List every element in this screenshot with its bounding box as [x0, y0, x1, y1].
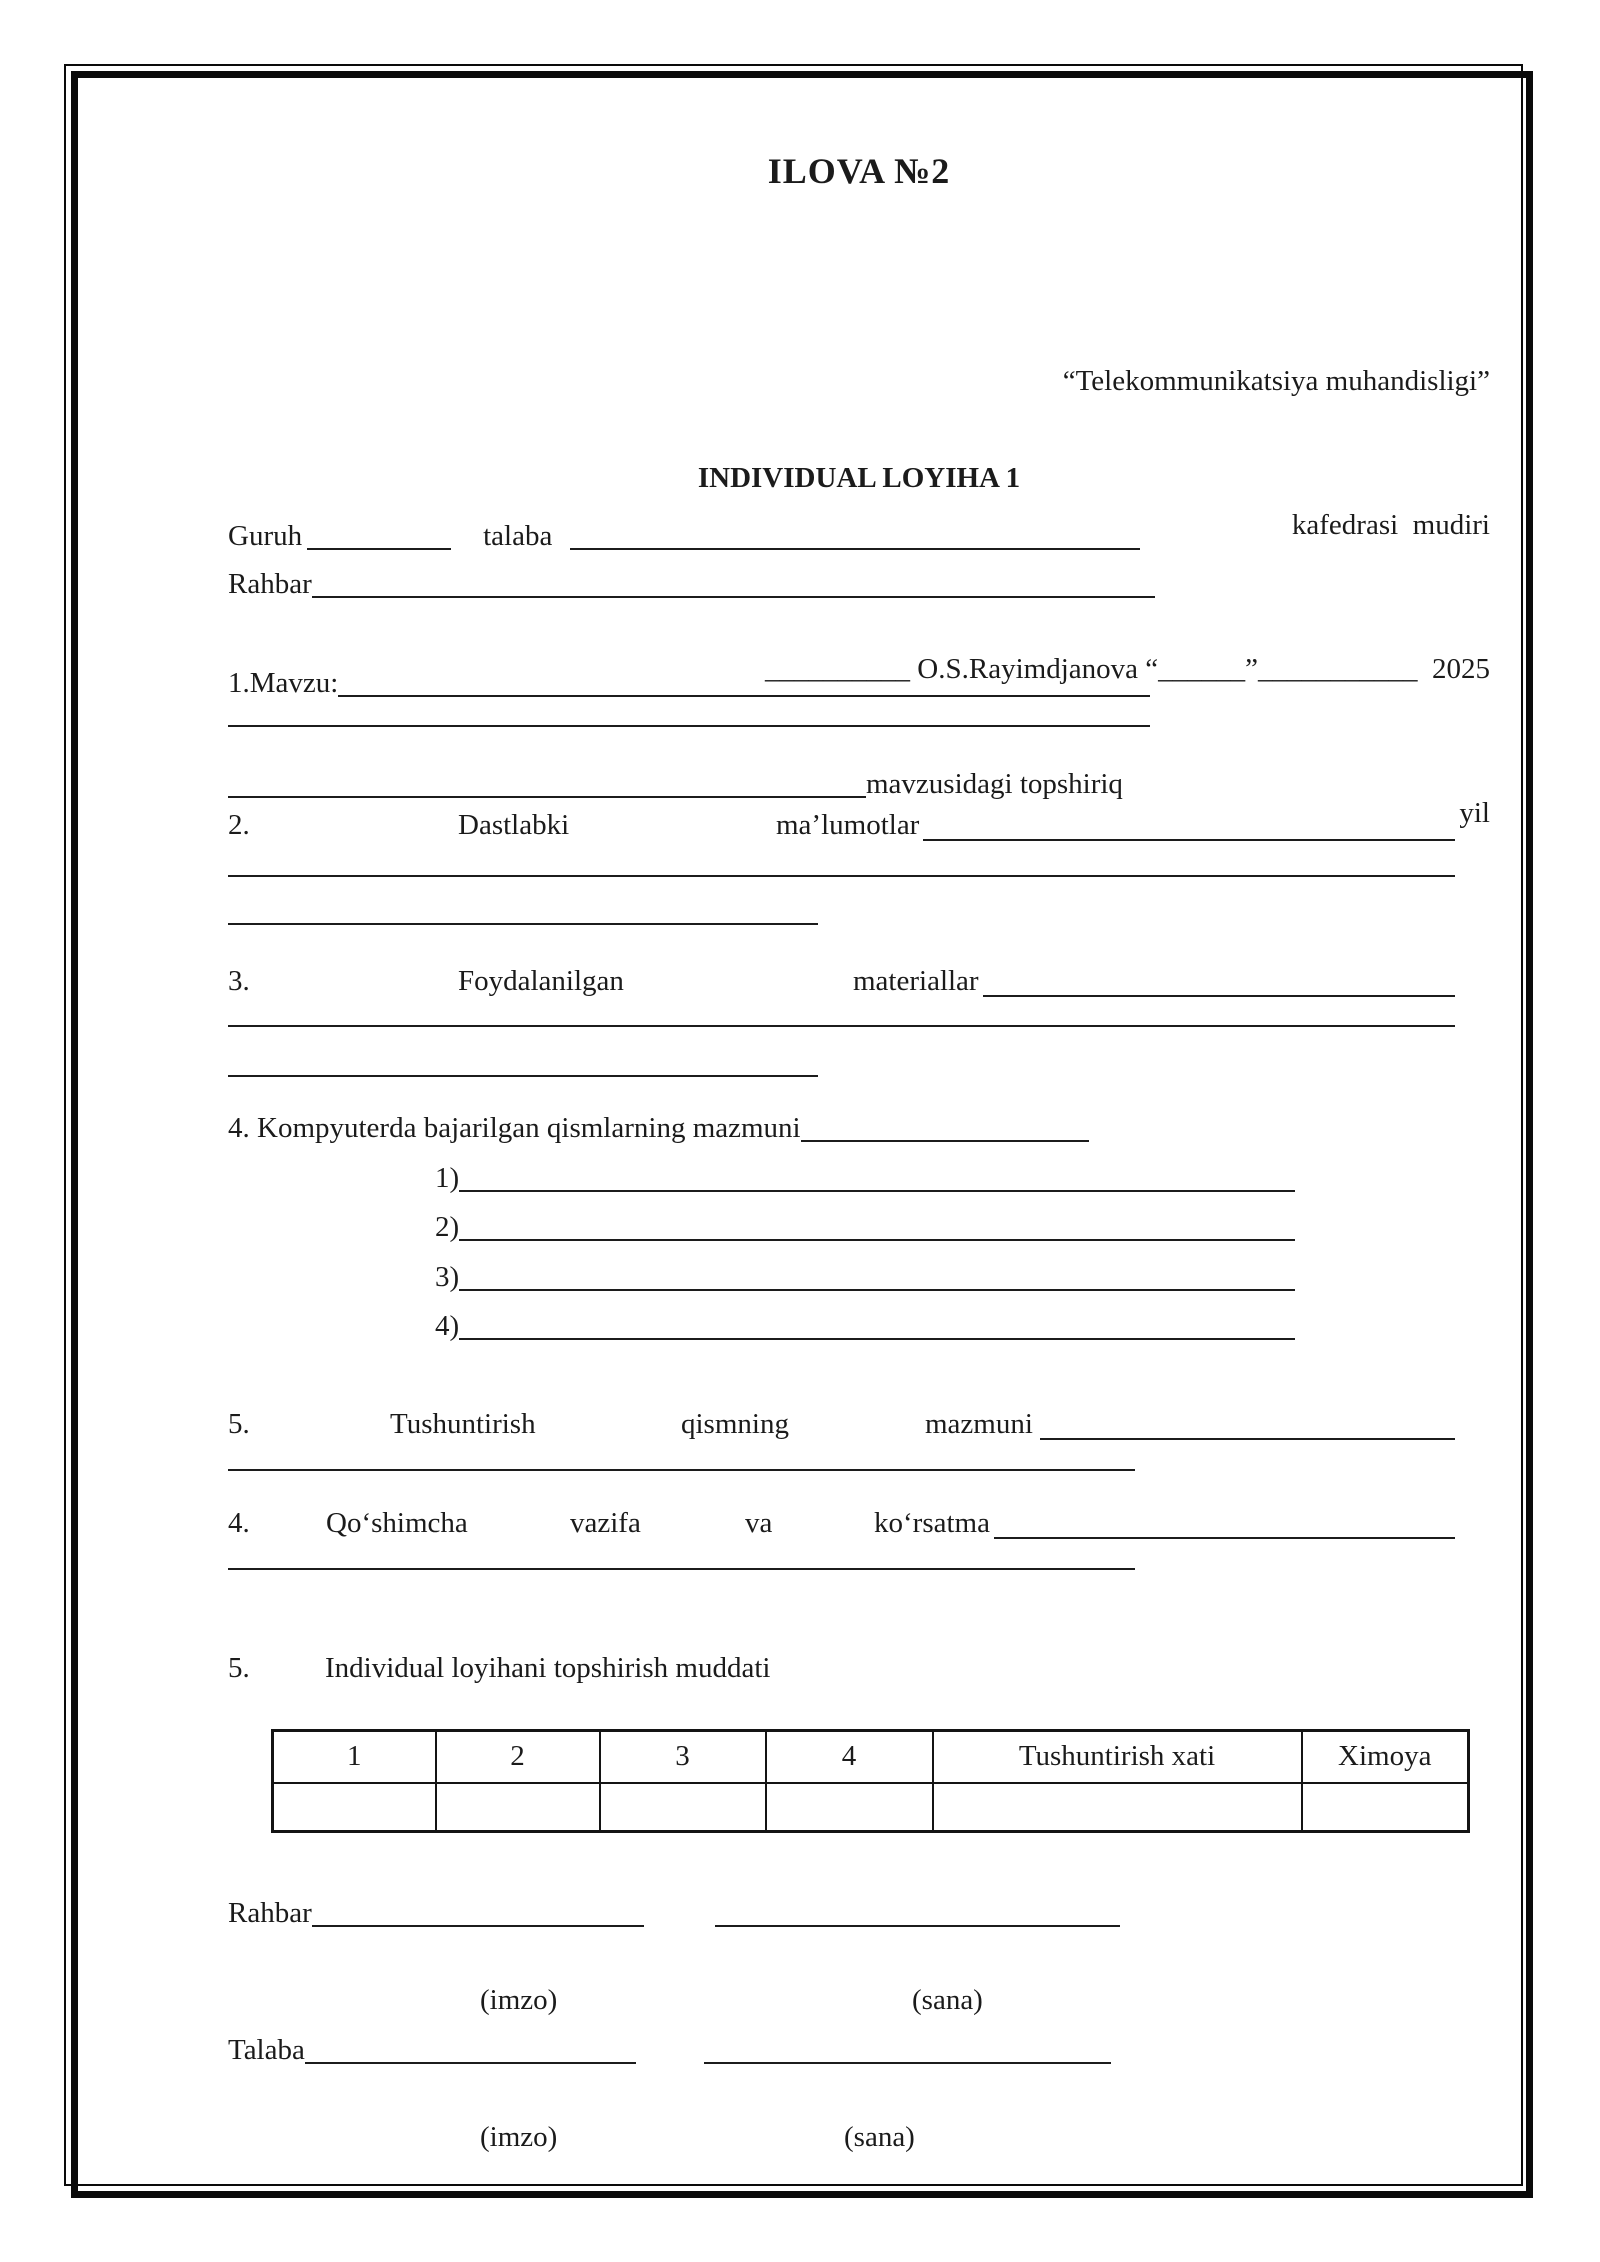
page-title: ILOVA №2	[767, 151, 951, 191]
student-signature-row	[228, 2028, 1455, 2072]
additional-task-row	[228, 1501, 1455, 1545]
student-label: talaba	[483, 520, 553, 552]
blank-line	[228, 875, 1455, 877]
blank-line	[1040, 1438, 1455, 1440]
deadline-table	[271, 1729, 1470, 1833]
blank-line	[228, 1075, 818, 1077]
sana-caption: (sana)	[912, 1984, 983, 2016]
supervisor-label: Rahbar	[228, 568, 312, 600]
table-header-cell: 2	[436, 1731, 600, 1783]
table-header-cell: 1	[273, 1731, 436, 1783]
deadline-row	[228, 1646, 1455, 1690]
section-word: vazifa	[570, 1507, 641, 1539]
computer-parts-row	[228, 1106, 1455, 1150]
blank-line	[228, 725, 1150, 727]
table-cell-empty	[273, 1783, 436, 1832]
supervisor-blank-line	[312, 596, 1155, 598]
topic-tail-row	[228, 762, 1455, 806]
numbered-item-row	[435, 1156, 1295, 1200]
imzo-caption: (imzo)	[480, 1984, 558, 2016]
group-student-row	[228, 514, 1455, 558]
spacer	[636, 2058, 704, 2059]
table-cell-empty	[1302, 1783, 1469, 1832]
section-word: materiallar	[853, 965, 979, 997]
section-word: qismning	[681, 1408, 789, 1440]
blank-line	[228, 1568, 1135, 1570]
section-word: Tushuntirish	[390, 1408, 536, 1440]
section-word: Qo‘shimcha	[326, 1507, 468, 1539]
table-header-cell: Tushuntirish xati	[933, 1731, 1302, 1783]
table-cell-empty	[600, 1783, 766, 1832]
student-signature-captions	[228, 2115, 1455, 2159]
explanatory-row	[228, 1402, 1455, 1446]
blank-line	[801, 1140, 1089, 1142]
date-blank-line	[715, 1925, 1120, 1927]
topic-tail-label: mavzusidagi topshiriq	[866, 768, 1123, 800]
blank-line	[228, 796, 866, 798]
blank-line	[459, 1289, 1295, 1291]
section-word: Foydalanilgan	[458, 965, 624, 997]
signature-blank-line	[305, 2062, 636, 2064]
section-number: 5.	[228, 1652, 250, 1684]
section-word: Dastlabki	[458, 809, 570, 841]
supervisor-row	[228, 562, 1455, 606]
imzo-caption: (imzo)	[480, 2121, 558, 2153]
numbered-item-row	[435, 1304, 1295, 1348]
blank-line	[228, 1025, 1455, 1027]
student-blank-line	[570, 548, 1140, 550]
section-number: 4.	[228, 1507, 250, 1539]
signature-blank-line	[312, 1925, 644, 1927]
item-number: 3)	[435, 1261, 460, 1293]
sana-caption: (sana)	[844, 2121, 915, 2153]
table-row	[273, 1783, 1469, 1832]
approval-signature-line: __________ O.S.Rayimdjanova “______”___________ 2025	[765, 653, 1490, 685]
materials-row	[228, 959, 1455, 1003]
blank-line	[228, 1469, 1135, 1471]
item-number: 4)	[435, 1310, 460, 1342]
student-sign-label: Talaba	[228, 2034, 305, 2066]
table-header-cell: Ximoya	[1302, 1731, 1469, 1783]
blank-line	[459, 1338, 1295, 1340]
group-blank-line	[307, 548, 451, 550]
section-number: 2.	[228, 809, 250, 841]
blank-line	[459, 1239, 1295, 1241]
supervisor-sign-label: Rahbar	[228, 1897, 312, 1929]
group-label: Guruh	[228, 520, 303, 552]
numbered-item-row	[435, 1255, 1295, 1299]
computer-parts-label: 4. Kompyuterda bajarilgan qismlarning mazmuni	[228, 1112, 801, 1144]
form-subtitle: INDIVIDUAL LOYIHA 1	[697, 462, 1021, 494]
blank-line	[459, 1190, 1295, 1192]
initial-data-row	[228, 803, 1455, 847]
approval-year-suffix: yil	[1459, 797, 1490, 829]
section-word: mazmuni	[925, 1408, 1033, 1440]
approval-role: kafedrasi mudiri	[1291, 509, 1490, 541]
spacer	[302, 544, 307, 545]
section-number: 5.	[228, 1408, 250, 1440]
supervisor-signature-row	[228, 1891, 1455, 1935]
table-header-cell: 3	[600, 1731, 766, 1783]
blank-line	[994, 1537, 1455, 1539]
section-word: ko‘rsatma	[874, 1507, 990, 1539]
blank-line	[228, 923, 818, 925]
blank-line	[983, 995, 1455, 997]
supervisor-signature-captions	[228, 1978, 1455, 2022]
table-header-cell: 4	[766, 1731, 933, 1783]
approval-department: “Telekommunikatsiya muhandisligi”	[1062, 365, 1490, 397]
spacer	[644, 1921, 715, 1922]
section-word: va	[745, 1507, 773, 1539]
table-header-row	[273, 1731, 1469, 1783]
section-number: 3.	[228, 965, 250, 997]
table-cell-empty	[766, 1783, 933, 1832]
topic-row	[228, 661, 1455, 705]
item-number: 1)	[435, 1162, 460, 1194]
topic-blank-line	[338, 695, 1150, 697]
section-word: ma’lumotlar	[776, 809, 920, 841]
item-number: 2)	[435, 1211, 460, 1243]
numbered-item-row	[435, 1205, 1295, 1249]
spacer	[552, 544, 570, 545]
deadline-label: Individual loyihani topshirish muddati	[325, 1652, 771, 1684]
table-cell-empty	[933, 1783, 1302, 1832]
date-blank-line	[704, 2062, 1111, 2064]
spacer	[451, 544, 483, 545]
table-cell-empty	[436, 1783, 600, 1832]
blank-line	[923, 839, 1455, 841]
topic-label: 1.Mavzu:	[228, 667, 339, 699]
